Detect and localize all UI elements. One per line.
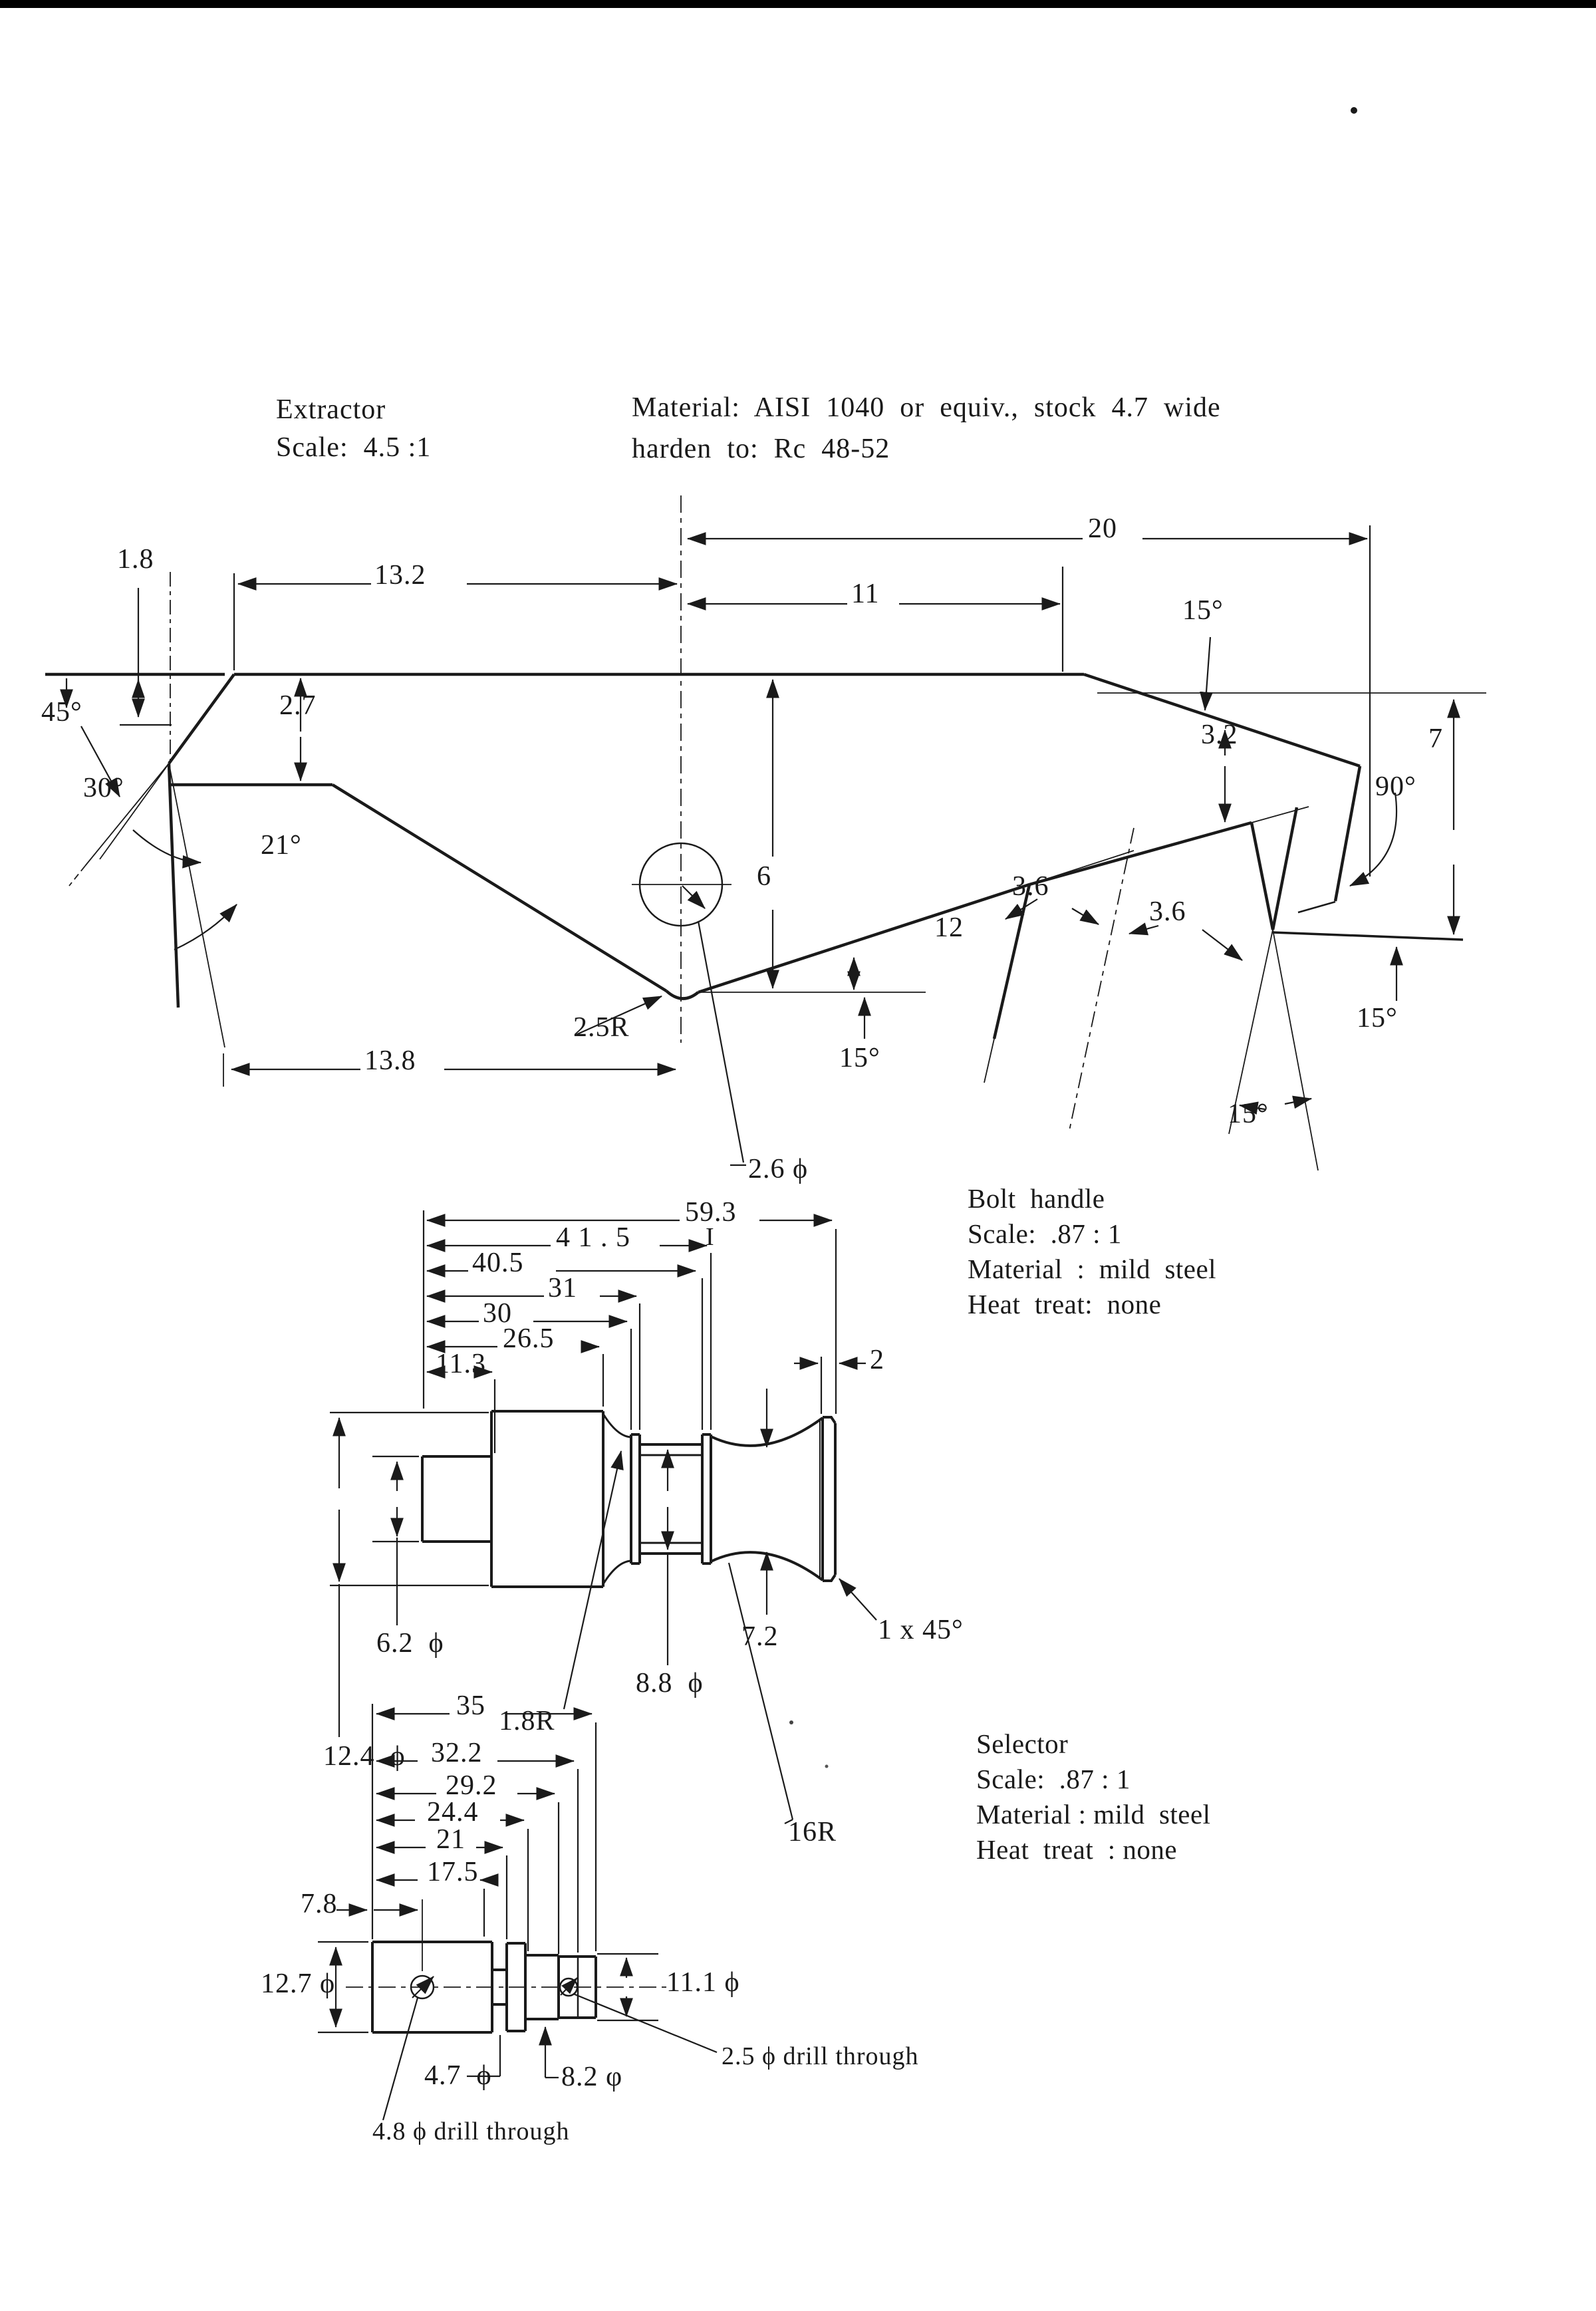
dim-cap-dia: 11.1 ϕ [666,1967,740,1998]
dim-neck-dia: 4.7 ϕ [424,2060,492,2091]
dim-s78: 7.8 [301,1889,338,1919]
dim-hook-angle: 21° [261,830,302,861]
dim-fillet: 1.8R [499,1706,555,1736]
dim-total-len: 20 [1088,513,1117,544]
callout-drill-small: 2.5 ϕ drill through [722,2042,919,2070]
dim-sear-radius: 2.5R [573,1012,630,1043]
dim-shaft-dia: 6.2 ϕ [376,1628,444,1659]
dim-vee-angle: 15° [1228,1099,1269,1129]
dim-mid-len: 11 [851,579,880,609]
bolt-material: Material : mild steel [968,1254,1217,1284]
bolt-title: Bolt handle [968,1183,1105,1214]
selector-title: Selector [976,1728,1069,1759]
dim-l415: 4 1 . 5 [556,1222,630,1253]
bolt-scale: Scale: .87 : 1 [968,1218,1122,1249]
dim-hole-dia: 2.6 ϕ [748,1154,809,1184]
dim-height: 6 [757,861,771,892]
dim-face-len: 12 [934,912,964,943]
dim-top-len: 13.2 [374,560,426,591]
dim-base-len: 13.8 [364,1045,416,1076]
dim-spool-dia-selector: 8.2 φ [561,2062,623,2092]
dim-l2: 2 [870,1345,884,1375]
extractor-material-line2: harden to: Rc 48-52 [632,434,890,464]
dim-step-depth: 2.7 [279,690,317,721]
extractor-title: Extractor [276,394,386,425]
dim-end-height: 7 [1428,724,1443,754]
dim-s35: 35 [456,1691,485,1721]
callout-drill-big: 4.8 ϕ drill through [372,2117,570,2145]
dim-s322: 32.2 [431,1738,483,1768]
dim-l113: 11.3 [436,1349,486,1379]
dim-back-angle: 30° [83,773,124,803]
dim-knob-radius: 16R [788,1817,837,1847]
dim-cyl-dia: 12.4 ϕ [323,1741,406,1772]
selector-material: Material : mild steel [976,1799,1211,1830]
scan-artifact-text: , I [692,1223,715,1251]
dim-notch-a: 3.6 [1012,871,1049,902]
extractor-scale: Scale: 4.5 :1 [276,432,432,463]
selector-scale: Scale: .87 : 1 [976,1764,1130,1794]
dim-l265: 26.5 [503,1323,555,1354]
dim-sear-angle: 15° [839,1043,880,1073]
scan-specks [789,107,1357,1768]
dim-spool-dia: 8.8 ϕ [636,1668,704,1699]
dim-l593: 59.3 [685,1197,737,1228]
dim-lip: 1.8 [117,544,154,575]
dim-l30: 30 [483,1298,512,1329]
dim-slope-thk: 3.2 [1201,720,1238,750]
bolt-heat: Heat treat: none [968,1289,1162,1319]
dim-big-dia: 12.7 ϕ [261,1969,336,1999]
dim-l31: 31 [548,1273,577,1303]
bolt-handle-drawing [330,1210,876,1824]
dim-chamfer: 1 x 45° [878,1615,964,1645]
dim-s175: 17.5 [427,1857,479,1887]
extractor-material-line1: Material: AISI 1040 or equiv., stock 4.7 wide [632,392,1221,423]
dim-s292: 29.2 [446,1770,497,1801]
selector-heat: Heat treat : none [976,1834,1178,1865]
dim-chamfer-angle: 45° [41,697,82,728]
dim-l405: 40.5 [472,1248,524,1278]
dim-edge-angle: 15° [1357,1003,1398,1033]
dim-s244: 24.4 [427,1797,479,1828]
dim-slope-angle: 15° [1182,595,1224,626]
dim-waist: 7.2 [741,1621,779,1652]
dim-notch-b: 3.6 [1149,896,1186,927]
dim-s21: 21 [436,1824,466,1855]
dim-square-angle: 90° [1375,771,1416,802]
